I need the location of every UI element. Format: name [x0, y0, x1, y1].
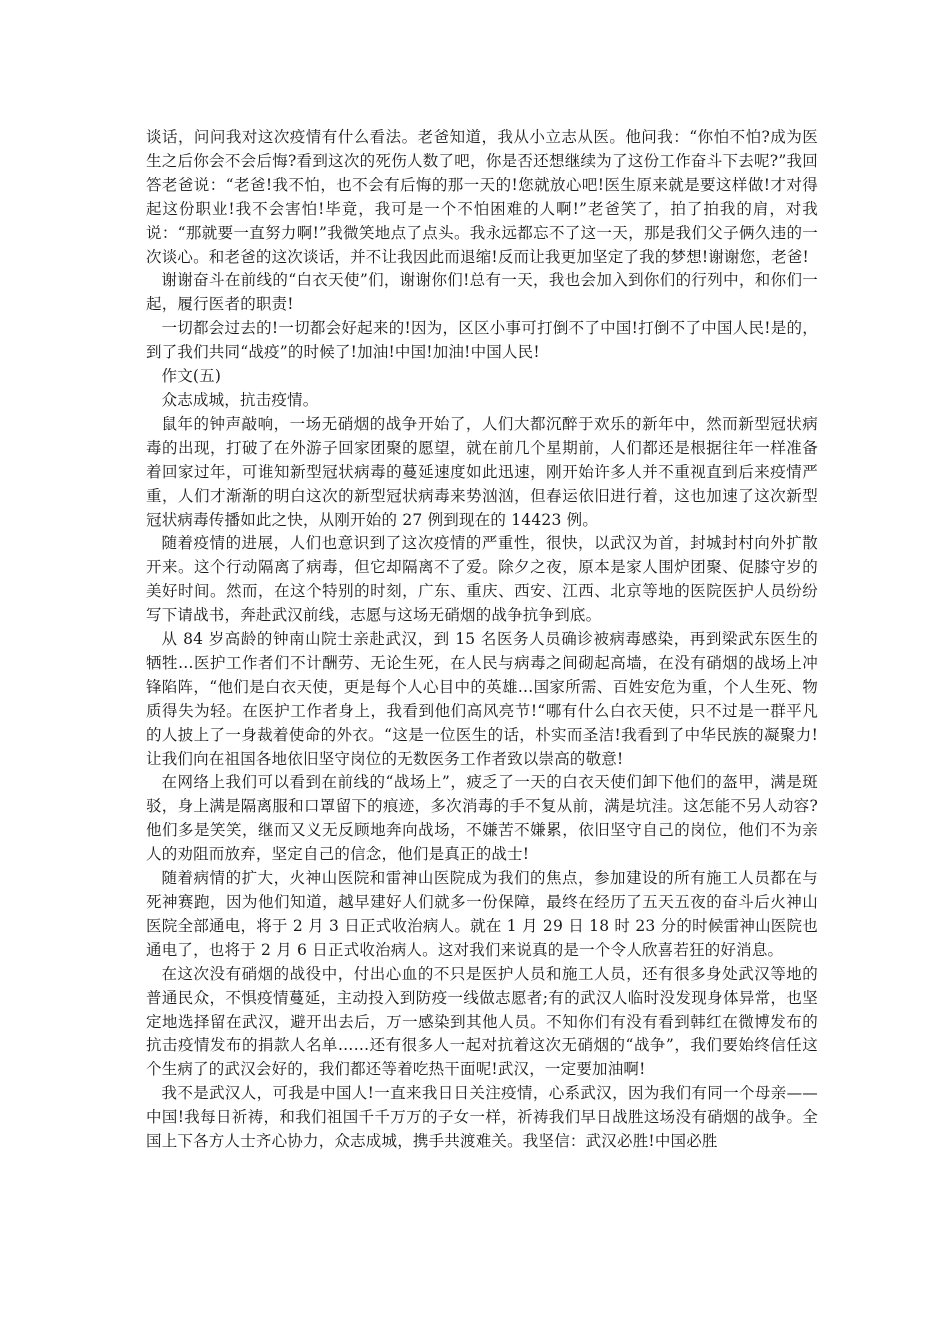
paragraph-medical-workers: 从 84 岁高龄的钟南山院士亲赴武汉，到 15 名医务人员确诊被病毒感染，再到梁武东医生的牺牲…医护工作者们不计酬劳、无论生死，在人民与病毒之间砌起高墙，在没有硝烟的战场上冲锋陷阵，“他们是白衣天使，更是每个人心目中的英雄…国家所需、百姓安危为重，个人生死、物质得失为轻。在医护工作者身上，我看到他们高风亮节!“哪有什么白衣天使，只不过是一群平凡的人披上了一身裁着使命的外衣。“这是一位医生的话，朴实而圣洁!我看到了中华民族的凝聚力!让我们向在祖国各地依旧坚守岗位的无数医务工作者致以崇高的敬意! [146, 630, 818, 768]
essay-title: 众志成城，抗击疫情。 [161, 390, 319, 409]
paragraph-thanks-angels: 谢谢奋斗在前线的“白衣天使”们，谢谢你们!总有一天，我也会加入到你们的行列中，和你们一起，履行医者的职责! [146, 271, 818, 314]
paragraph-hospitals: 随着病情的扩大，火神山医院和雷神山医院成为我们的焦点，参加建设的所有施工人员都在与死神赛跑，因为他们知道，越早建好人们就多一份保障，最终在经历了五天五夜的奋斗后火神山医院全部通电，将于 2 月 3 日正式收治病人。就在 1 月 29 日 18 时 23 分的时候雷神山医院也通电了，也将于 2 月 6 日正式收治病人。这对我们来说真的是一个令人欣喜若狂的好消息。 [146, 869, 818, 959]
paragraph-lockdown: 随着疫情的进展，人们也意识到了这次疫情的严重性，很快，以武汉为首，封城封村向外扩散开来。这个行动隔离了病毒，但它却隔离不了爱。除夕之夜，原本是家人围炉团聚、促膝守岁的美好时间。然而，在这个特别的时刻，广东、重庆、西安、江西、北京等地的医院医护人员纷纷写下请战书，奔赴武汉前线，志愿与这场无硝烟的战争抗争到底。 [146, 534, 818, 625]
paragraph-front-line: 在网络上我们可以看到在前线的“战场上”，疲乏了一天的白衣天使们卸下他们的盔甲，满是斑驳，身上满是隔离服和口罩留下的痕迹，多次消毒的手不复从前，满是坑洼。这怎能不另人动容?他们多是笑笑，继而又义无反顾地奔向战场，不嫌苦不嫌累，依旧坚守自己的岗位，他们不为亲人的劝阻而放弃，坚定自己的信念，他们是真正的战士! [146, 773, 818, 864]
paragraph-new-year: 鼠年的钟声敲响，一场无硝烟的战争开始了，人们大都沉醉于欢乐的新年中，然而新型冠状病毒的出现，打破了在外游子回家团聚的愿望，就在前几个星期前，人们都还是根据往年一样准备着回家过年，可谁知新型冠状病毒的蔓延速度如此迅速，刚开始许多人并不重视直到后来疫情严重，人们才渐渐的明白这次的新型冠状病毒来势汹汹，但春运依旧进行着，这也加速了这次新型冠状病毒传播如此之快，从刚开始的 27 例到现在的 14423 例。 [146, 414, 818, 529]
paragraph-cheer-china: 一切都会过去的!一切都会好起来的!因为，区区小事可打倒不了中国!打倒不了中国人民!是的，到了我们共同“战疫”的时候了!加油!中国!加油!中国人民! [146, 319, 818, 362]
paragraph-continued-talk: 谈话，问问我对这次疫情有什么看法。老爸知道，我从小立志从医。他问我：“你怕不怕?成为医生之后你会不会后悔?看到这次的死伤人数了吧，你是否还想继续为了这份工作奋斗下去呢?”我回答老爸说：“老爸!我不怕，也不会有后悔的那一天的!您就放心吧!医生原来就是要这样做!才对得起这份职业!我不会害怕!毕竟，我可是一个不怕困难的人啊!”老爸笑了，拍了拍我的肩，对我说：“那就要一直努力啊!”我微笑地点了点头。我永远都忘不了这一天，那是我们父子俩久违的一次谈心。和老爸的这次谈话，并不让我因此而退缩!反而让我更加坚定了我的梦想!谢谢您，老爸! [146, 128, 818, 266]
paragraph-volunteers: 在这次没有硝烟的战役中，付出心血的不只是医护人员和施工人员，还有很多身处武汉等地的普通民众，不惧疫情蔓延，主动投入到防疫一线做志愿者;有的武汉人临时没发现身体异常，也坚定地选择留在武汉，避开出去后，万一感染到其他人员。不知你们有没有看到韩红在微博发布的抗击疫情发布的捐款人名单……还有很多人一起对抗着这次无硝烟的“战争”，我们要始终信任这个生病了的武汉会好的，我们都还等着吃热干面呢!武汉，一定要加油啊! [146, 964, 818, 1079]
paragraph-conclusion: 我不是武汉人，可我是中国人!一直来我日日关注疫情，心系武汉，因为我们有同一个母亲——中国!我每日祈祷，和我们祖国千千万万的子女一样，祈祷我们早日战胜这场没有硝烟的战争。全国上下各方人士齐心协力，众志成城，携手共渡难关。我坚信：武汉必胜!中国必胜 [146, 1084, 818, 1151]
essay-heading: 作文(五) [161, 367, 222, 386]
document-body [146, 126, 818, 1154]
